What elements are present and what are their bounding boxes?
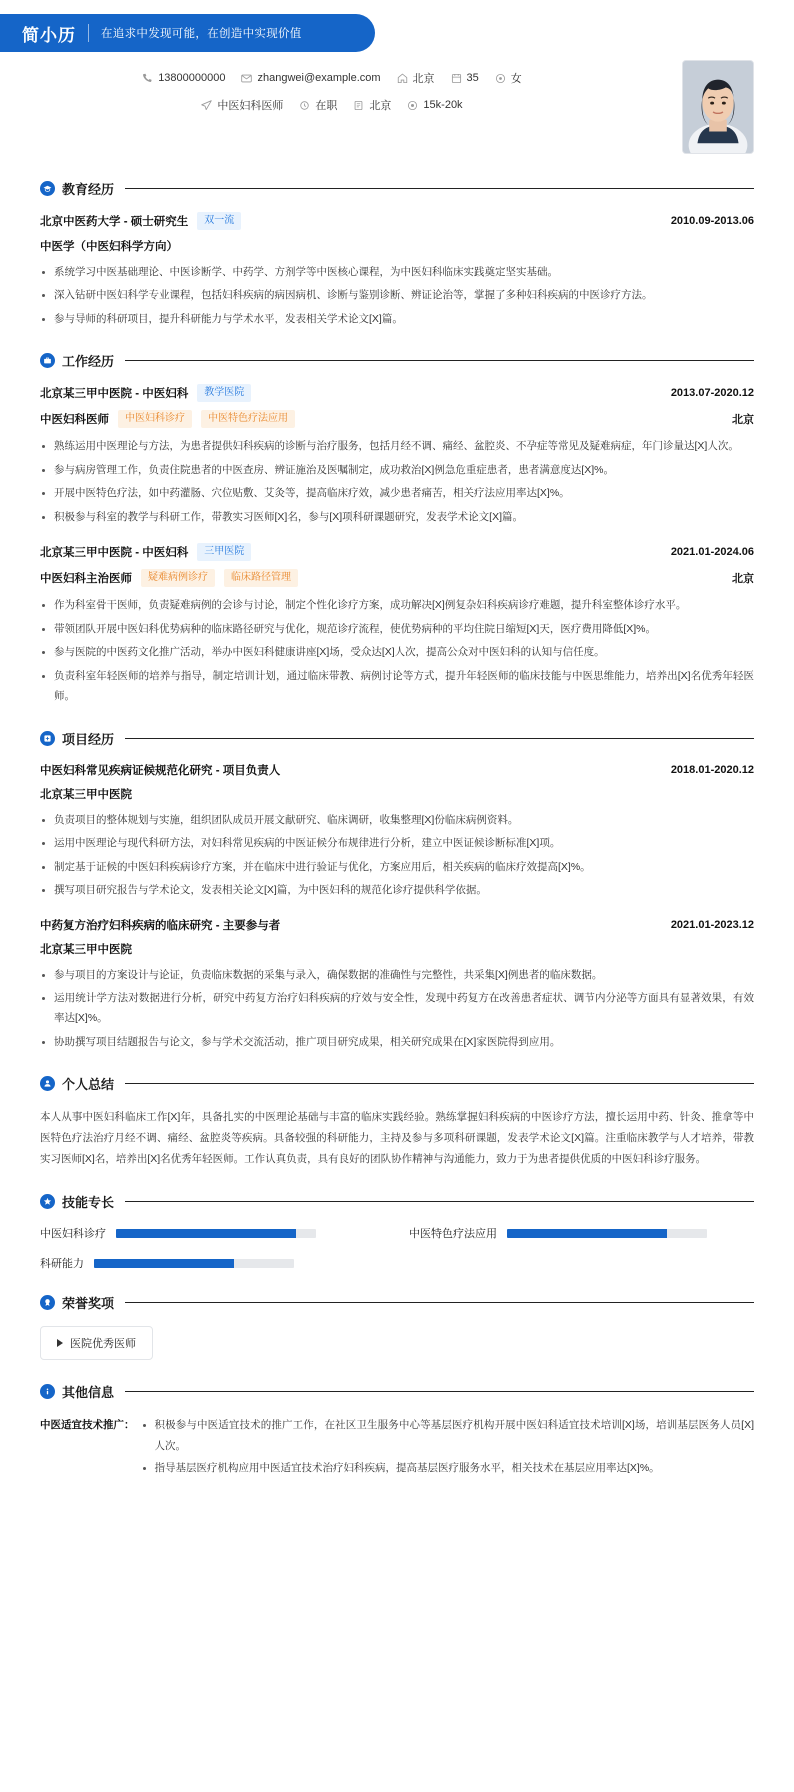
education-entry-line <box>40 212 754 230</box>
list-item: 积极参与中医适宜技术的推广工作，在社区卫生服务中心等基层医疗机构开展中医妇科适宜技术培训[X]场，培训基层医务人员[X]人次。 <box>141 1415 755 1456</box>
skill-label: 科研能力 <box>40 1258 84 1271</box>
header-banner-wrap <box>0 0 794 52</box>
project-date: 2021.01-2023.12 <box>670 918 754 931</box>
skill-item <box>40 1255 385 1271</box>
skill-progress-track <box>116 1229 316 1238</box>
avatar-portrait <box>683 61 753 153</box>
section-rule <box>125 1391 754 1392</box>
work-entry <box>40 384 754 527</box>
education-entry <box>40 212 754 329</box>
project-entry <box>40 762 754 901</box>
award-icon <box>40 1295 55 1310</box>
section-header-honors <box>40 1293 754 1312</box>
email-icon <box>241 73 252 84</box>
contact-city-value: 北京 <box>369 100 392 112</box>
contact-salary-value: 15k-20k <box>423 99 463 111</box>
skill-progress-fill <box>116 1229 296 1238</box>
project-name: 中药复方治疗妇科疾病的临床研究 - 主要参与者 <box>40 919 281 932</box>
work-role-left <box>40 569 298 587</box>
list-item: 制定基于证候的中医妇科疾病诊疗方案，并在临床中进行验证与优化，方案应用后，相关疾病的临床疗效提高[X]%。 <box>40 857 754 877</box>
work-entry-line <box>40 543 754 561</box>
summary-text: 本人从事中医妇科临床工作[X]年，具备扎实的中医理论基础与丰富的临床实践经验。熟练掌握妇科疾病的中医诊疗方法，擅长运用中药、针灸、推拿等中医特色疗法治疗月经不调、痛经、盆腔炎等疾病。具备较强的科研能力，主持及参与多项科研课题，发表学术论文[X]篇。注重临床教学与人才培养，带教实习医师[X]名，培养出[X]名优秀年轻医师。工作认真负责，具有良好的团队协作精神与沟通能力，致力于为患者提供优质的中医妇科诊疗服务。 <box>40 1111 754 1166</box>
skill-item <box>40 1225 385 1241</box>
section-header-work <box>40 351 754 370</box>
work-date: 2013.07-2020.12 <box>670 387 754 400</box>
work-role: 中医妇科主治医师 <box>40 573 132 586</box>
work-company: 北京某三甲中医院 - 中医妇科 <box>40 547 189 560</box>
education-school: 北京中医药大学 - 硕士研究生 <box>40 216 189 228</box>
project-bullets <box>40 810 754 901</box>
contact-phone <box>142 72 225 84</box>
contact-salary <box>407 99 462 111</box>
list-item: 作为科室骨干医师，负责疑难病例的会诊与讨论，制定个性化诊疗方案，成功解决[X]例复杂妇科疾病诊疗难题，提升科室整体诊疗水平。 <box>40 595 754 615</box>
contact-city <box>353 97 391 113</box>
section-rule <box>125 188 754 189</box>
skill-progress-track <box>507 1229 707 1238</box>
work-date: 2021.01-2024.06 <box>670 546 754 559</box>
section-header-project <box>40 729 754 748</box>
gender-icon <box>495 73 506 84</box>
info-icon <box>40 1384 55 1399</box>
phone-icon <box>142 73 153 84</box>
job-icon <box>201 100 212 111</box>
list-item: 运用统计学方法对数据进行分析，研究中药复方治疗妇科疾病的疗效与安全性，发现中药复方在改善患者症状、调节内分泌等方面具有显著效果，有效率达[X]%。 <box>40 988 754 1029</box>
section-title-work: 工作经历 <box>62 354 115 370</box>
status-icon <box>299 100 310 111</box>
work-entry-left <box>40 543 251 561</box>
contact-age <box>451 72 479 84</box>
work-role-tag: 临床路径管理 <box>224 569 298 587</box>
honor-chip[interactable] <box>40 1326 153 1360</box>
project-org: 北京某三甲中医院 <box>40 788 132 801</box>
contact-rows <box>40 70 754 113</box>
contact-job-value: 中医妇科医师 <box>217 100 284 112</box>
list-item: 运用中医理论与现代科研方法，对妇科常见疾病的中医证候分布规律进行分析，建立中医证候诊断标准[X]项。 <box>40 833 754 853</box>
project-name: 中医妇科常见疾病证候规范化研究 - 项目负责人 <box>40 764 281 777</box>
work-bullets <box>40 595 754 706</box>
section-header-other <box>40 1382 754 1401</box>
skill-progress-fill <box>507 1229 667 1238</box>
section-rule <box>125 1083 754 1084</box>
work-location: 北京 <box>732 414 754 427</box>
section-summary <box>0 1074 794 1170</box>
work-role: 中医妇科医师 <box>40 414 109 427</box>
work-role-left <box>40 410 295 428</box>
list-item: 撰写项目研究报告与学术论文，发表相关论文[X]篇，为中医妇科的规范化诊疗提供科学依据。 <box>40 880 754 900</box>
other-info-bullets <box>141 1415 755 1478</box>
project-entry-line <box>40 762 754 778</box>
avatar <box>682 60 754 154</box>
work-entry-line <box>40 384 754 402</box>
education-entry-left <box>40 212 241 230</box>
contact-job <box>201 97 283 113</box>
age-icon <box>451 73 462 84</box>
section-rule <box>125 738 754 739</box>
list-item: 参与项目的方案设计与论证，负责临床数据的采集与录入，确保数据的准确性与完整性，共采集[X]例患者的临床数据。 <box>40 965 754 985</box>
list-item: 参与病房管理工作，负责住院患者的中医查房、辨证施治及医嘱制定，成功救治[X]例急危重症患者，患者满意度达[X]%。 <box>40 460 754 480</box>
contact-phone-value: 13800000000 <box>158 72 226 84</box>
skill-progress-fill <box>94 1259 234 1268</box>
contact-status-value: 在职 <box>315 100 338 112</box>
list-item: 深入钻研中医妇科学专业课程，包括妇科疾病的病因病机、诊断与鉴别诊断、辨证论治等，掌握了多种妇科疾病的中医诊疗方法。 <box>40 285 754 305</box>
section-title-other: 其他信息 <box>62 1385 115 1401</box>
project-date: 2018.01-2020.12 <box>670 763 754 776</box>
section-title-summary: 个人总结 <box>62 1077 115 1093</box>
section-rule <box>125 360 754 361</box>
location-icon <box>397 73 408 84</box>
work-tag: 三甲医院 <box>197 543 251 561</box>
list-item: 参与导师的科研项目，提升科研能力与学术水平，发表相关学术论文[X]篇。 <box>40 309 754 329</box>
list-item: 参与医院的中医药文化推广活动，举办中医妇科健康讲座[X]场，受众达[X]人次，提高公众对中医妇科的认知与信任度。 <box>40 642 754 662</box>
section-title-skills: 技能专长 <box>62 1195 115 1211</box>
section-honors <box>0 1293 794 1360</box>
candidate-name: 简小历 <box>22 25 76 45</box>
honor-label: 医院优秀医师 <box>70 1338 136 1351</box>
work-role-tag: 中医妇科诊疗 <box>118 410 192 428</box>
header-banner <box>0 14 375 52</box>
work-company: 北京某三甲中医院 - 中医妇科 <box>40 388 189 401</box>
section-rule <box>125 1302 754 1303</box>
work-bullets <box>40 436 754 527</box>
work-role-line <box>40 410 754 428</box>
education-icon <box>40 181 55 196</box>
work-role-tag: 中医特色疗法应用 <box>201 410 295 428</box>
section-rule <box>125 1201 754 1202</box>
contact-gender <box>495 70 522 86</box>
contact-gender-value: 女 <box>510 73 522 85</box>
education-bullets <box>40 262 754 329</box>
project-org: 北京某三甲中医院 <box>40 943 132 956</box>
contact-location-value: 北京 <box>412 73 435 85</box>
section-title-honors: 荣誉奖项 <box>62 1296 115 1312</box>
project-entry-line <box>40 917 754 933</box>
list-item: 系统学习中医基础理论、中医诊断学、中药学、方剂学等中医核心课程，为中医妇科临床实践奠定坚实基础。 <box>40 262 754 282</box>
other-info-label: 中医适宜技术推广： <box>40 1419 135 1432</box>
list-item: 带领团队开展中医妇科优势病种的临床路径研究与优化，规范诊疗流程，使优势病种的平均住院日缩短[X]天，医疗费用降低[X]%。 <box>40 619 754 639</box>
banner-slogan: 在追求中发现可能，在创造中实现价值 <box>101 28 302 40</box>
skill-label: 中医妇科诊疗 <box>40 1228 106 1241</box>
list-item: 开展中医特色疗法，如中药灌肠、穴位贴敷、艾灸等，提高临床疗效，减少患者痛苦，相关疗法应用率达[X]%。 <box>40 483 754 503</box>
section-header-summary <box>40 1074 754 1093</box>
section-title-education: 教育经历 <box>62 182 115 197</box>
list-item: 负责科室年轻医师的培养与指导，制定培训计划，通过临床带教、病例讨论等方式，提升年轻医师的临床技能与中医思维能力，培养出[X]名优秀年轻医师。 <box>40 666 754 707</box>
contact-row-2 <box>40 97 624 113</box>
section-work <box>0 351 794 706</box>
skill-item <box>409 1225 754 1241</box>
work-entry <box>40 543 754 706</box>
section-education <box>0 179 794 329</box>
work-location: 北京 <box>732 573 754 586</box>
work-icon <box>40 353 55 368</box>
work-entry-left <box>40 384 251 402</box>
honor-list <box>40 1326 754 1360</box>
work-role-line <box>40 569 754 587</box>
section-header-skills <box>40 1192 754 1211</box>
education-major: 中医学（中医妇科学方向） <box>40 241 178 253</box>
contact-row-1 <box>40 70 624 86</box>
other-info-body <box>141 1415 755 1480</box>
education-date: 2010.09-2013.06 <box>670 215 754 227</box>
contact-age-value: 35 <box>466 72 479 84</box>
project-entry <box>40 917 754 1053</box>
education-tag: 双一流 <box>197 212 241 230</box>
skill-label: 中医特色疗法应用 <box>409 1228 497 1241</box>
section-title-project: 项目经历 <box>62 731 115 747</box>
contact-block <box>0 52 794 157</box>
other-info-row <box>40 1415 754 1480</box>
contact-location <box>397 70 435 86</box>
banner-divider <box>88 24 89 42</box>
project-icon <box>40 731 55 746</box>
skills-grid <box>40 1225 754 1271</box>
contact-status <box>299 97 337 113</box>
skill-progress-track <box>94 1259 294 1268</box>
section-header-education <box>40 179 754 198</box>
contact-email <box>241 72 380 84</box>
list-item: 负责项目的整体规划与实施，组织团队成员开展文献研究、临床调研，收集整理[X]份临床病例资料。 <box>40 810 754 830</box>
project-bullets <box>40 965 754 1053</box>
list-item: 指导基层医疗机构应用中医适宜技术治疗妇科疾病，提高基层医疗服务水平，相关技术在基层应用率达[X]%。 <box>141 1458 755 1478</box>
skill-icon <box>40 1194 55 1209</box>
person-icon <box>40 1076 55 1091</box>
city-icon <box>353 100 364 111</box>
work-tag: 教学医院 <box>197 384 251 402</box>
list-item: 积极参与科室的教学与科研工作，带教实习医师[X]名，参与[X]项科研课题研究，发表学术论文[X]篇。 <box>40 507 754 527</box>
play-triangle-icon <box>57 1339 63 1347</box>
section-other <box>0 1382 794 1480</box>
work-role-tag: 疑难病例诊疗 <box>141 569 215 587</box>
section-project <box>0 729 794 1053</box>
contact-email-value: zhangwei@example.com <box>257 72 381 84</box>
section-skills <box>0 1192 794 1271</box>
salary-icon <box>407 100 418 111</box>
list-item: 协助撰写项目结题报告与论文，参与学术交流活动，推广项目研究成果，相关研究成果在[X]家医院得到应用。 <box>40 1032 754 1052</box>
list-item: 熟练运用中医理论与方法，为患者提供妇科疾病的诊断与治疗服务，包括月经不调、痛经、盆腔炎、不孕症等常见及疑难病症，年门诊量达[X]人次。 <box>40 436 754 456</box>
